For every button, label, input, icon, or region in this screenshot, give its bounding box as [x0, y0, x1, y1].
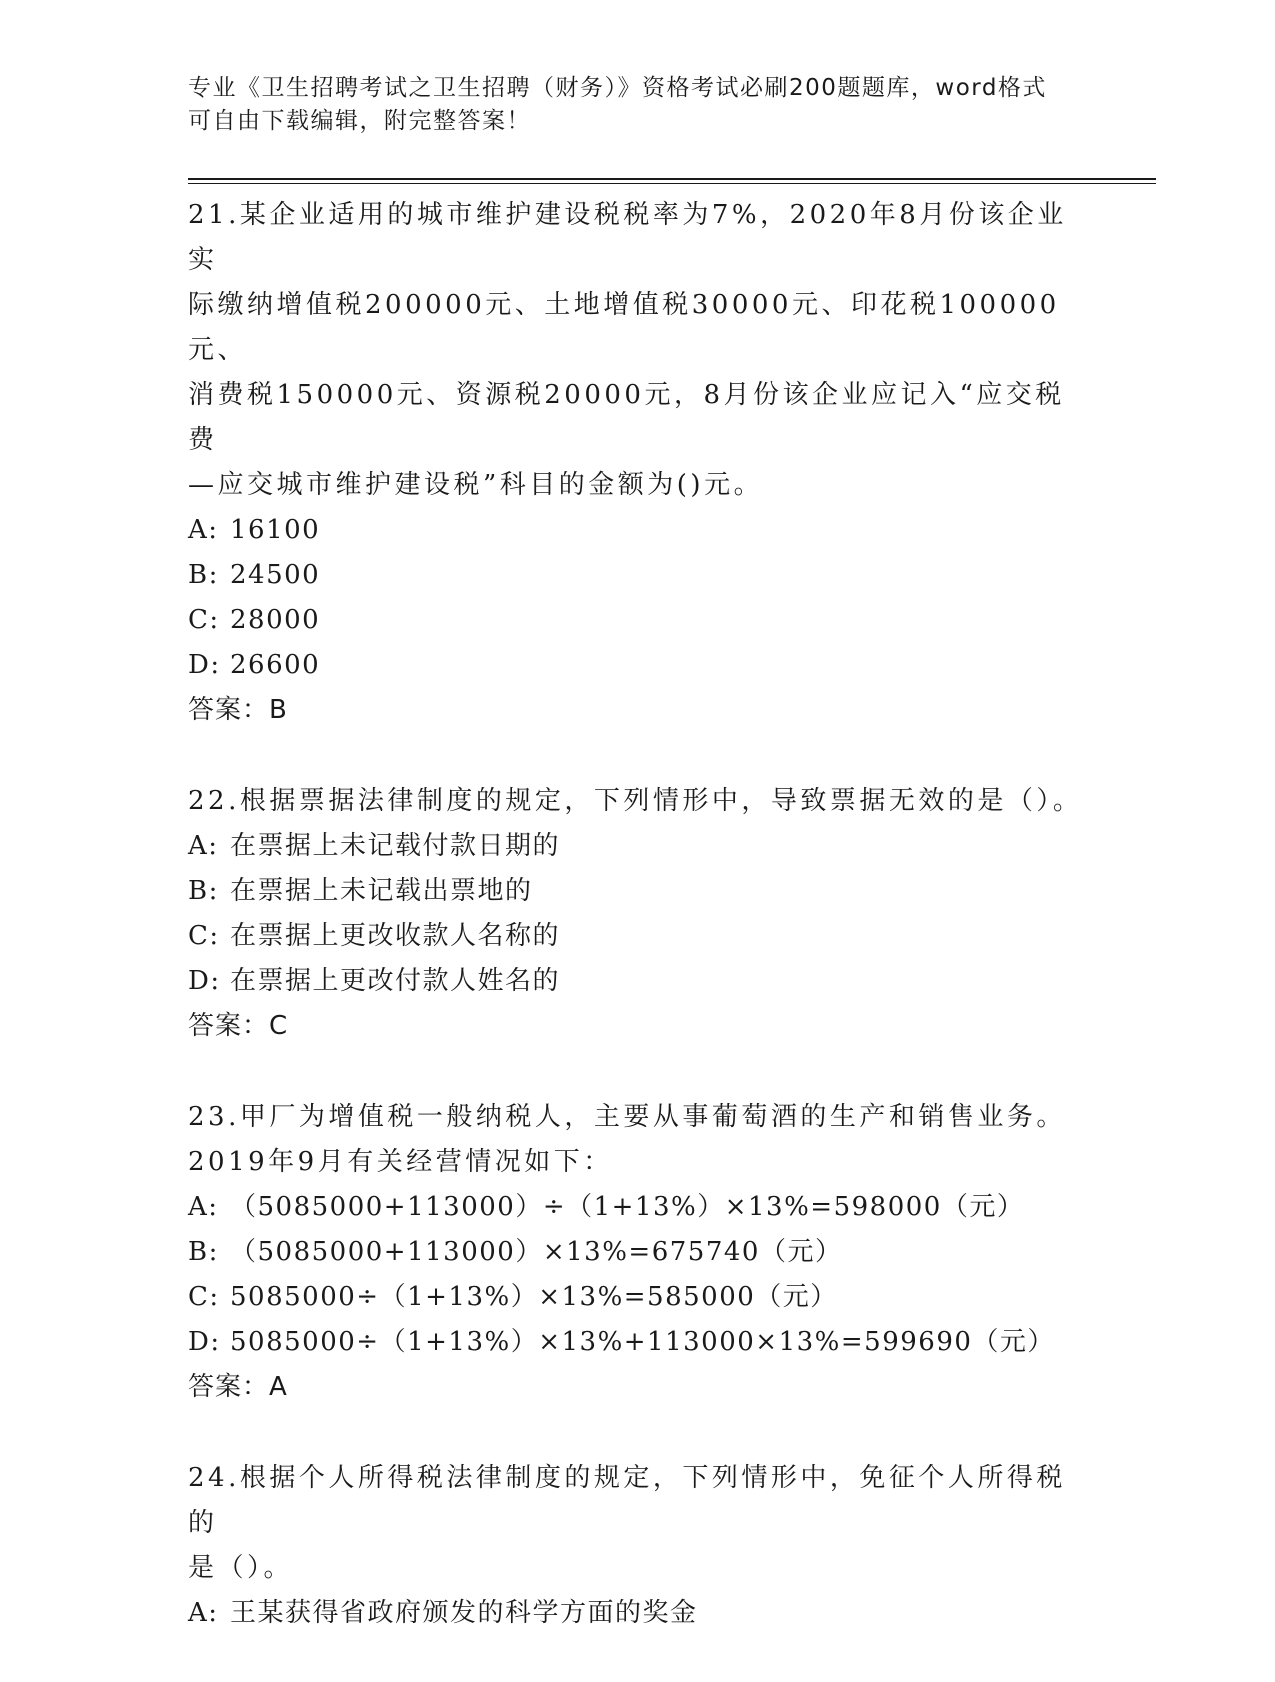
question-text-line: 际缴纳增值税200000元、土地增值税30000元、印花税100000元、 [188, 290, 1060, 365]
option-text: 28000 [230, 605, 321, 635]
option-text: 5085000÷（1+13%）×13%+113000×13%=599690（元） [230, 1327, 1055, 1357]
question-24 [188, 1456, 1088, 1636]
question-text-line: 消费税150000元、资源税20000元，8月份该企业应记入“应交税费 [188, 380, 1065, 455]
option-text: 在票据上未记载出票地的 [230, 876, 533, 906]
question-21 [188, 193, 1088, 733]
option-a [188, 824, 1088, 869]
question-22 [188, 779, 1088, 1049]
option-text: 王某获得省政府颁发的科学方面的奖金 [230, 1598, 698, 1628]
option-letter: A: [188, 1598, 219, 1628]
option-d [188, 1320, 1088, 1365]
option-letter: A: [188, 1192, 219, 1222]
option-a [188, 1591, 1088, 1636]
option-text: 26600 [230, 650, 321, 680]
question-text-line: 23.甲厂为增值税一般纳税人，主要从事葡萄酒的生产和销售业务。 [188, 1102, 1066, 1132]
option-b [188, 869, 1088, 914]
option-letter: C: [188, 605, 220, 635]
option-c [188, 598, 1088, 643]
option-text: 在票据上未记载付款日期的 [230, 831, 561, 861]
option-letter: C: [188, 1282, 220, 1312]
option-text: 24500 [230, 560, 321, 590]
header-divider-thin [188, 183, 1156, 184]
option-b [188, 1230, 1088, 1275]
option-letter: A: [188, 831, 219, 861]
question-list [188, 193, 1088, 1682]
question-text-line: 2019年9月有关经营情况如下： [188, 1147, 613, 1177]
answer-line: 答案：C [188, 1011, 289, 1041]
option-text: 16100 [230, 515, 321, 545]
option-letter: D: [188, 966, 221, 996]
option-letter: B: [188, 560, 219, 590]
option-text: 5085000÷（1+13%）×13%=585000（元） [230, 1282, 838, 1312]
option-text: 在票据上更改付款人姓名的 [230, 966, 561, 996]
question-text-line: —应交城市维护建设税”科目的金额为()元。 [188, 470, 764, 500]
option-letter: B: [188, 1237, 219, 1267]
header-divider-thick [188, 178, 1156, 180]
option-d [188, 643, 1088, 688]
option-letter: B: [188, 876, 219, 906]
option-c [188, 914, 1088, 959]
question-23 [188, 1095, 1088, 1410]
option-text: （5085000+113000）×13%=675740（元） [230, 1237, 843, 1267]
document-header [188, 72, 1068, 138]
option-a [188, 1185, 1088, 1230]
option-letter: A: [188, 515, 219, 545]
option-letter: C: [188, 921, 220, 951]
question-text-line: 是（）。 [188, 1553, 294, 1583]
option-letter: D: [188, 650, 221, 680]
option-d [188, 959, 1088, 1004]
option-text: （5085000+113000）÷（1+13%）×13%=598000（元） [230, 1192, 1025, 1222]
header-line-2: 可自由下载编辑，附完整答案！ [188, 108, 531, 134]
answer-line: 答案：B [188, 695, 288, 725]
option-a [188, 508, 1088, 553]
option-letter: D: [188, 1327, 221, 1357]
option-c [188, 1275, 1088, 1320]
question-text-line: 22.根据票据法律制度的规定，下列情形中，导致票据无效的是（）。 [188, 786, 1083, 816]
answer-line: 答案：A [188, 1372, 288, 1402]
question-text-line: 21.某企业适用的城市维护建设税税率为7%，2020年8月份该企业实 [188, 200, 1067, 275]
option-b [188, 553, 1088, 598]
question-text-line: 24.根据个人所得税法律制度的规定，下列情形中，免征个人所得税的 [188, 1463, 1066, 1538]
option-text: 在票据上更改收款人名称的 [230, 921, 561, 951]
header-line-1: 专业《卫生招聘考试之卫生招聘（财务）》资格考试必刷200题题库，word格式 [188, 75, 1047, 101]
